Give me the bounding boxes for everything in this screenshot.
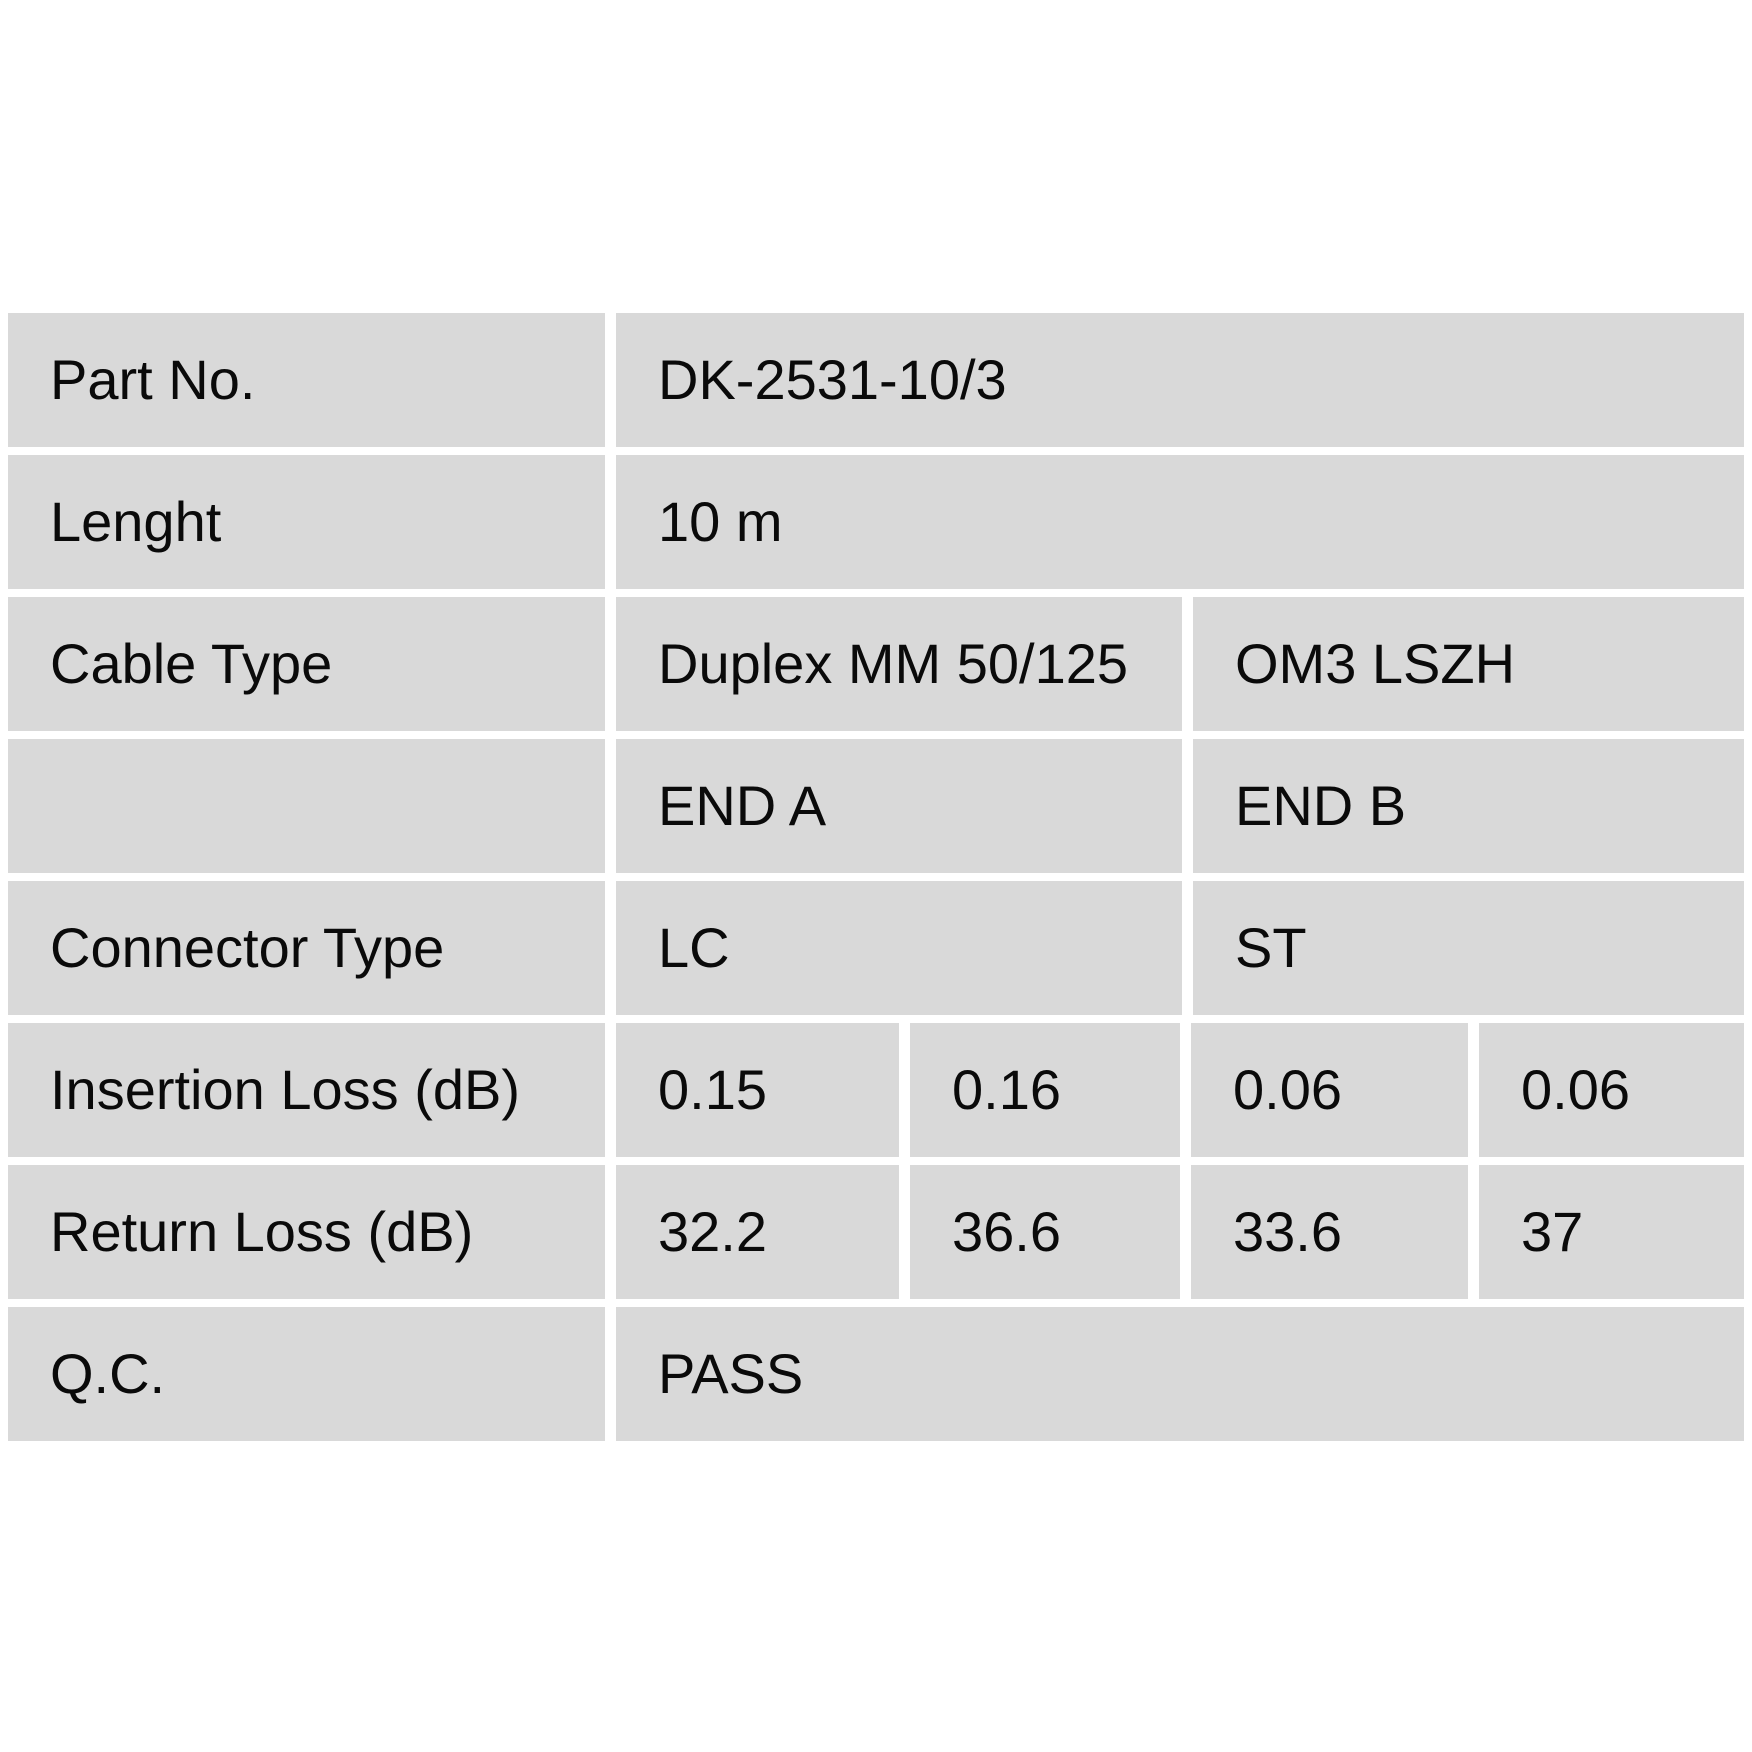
table-row-return-loss bbox=[8, 1165, 1744, 1299]
return-loss-end-b-2: 37 bbox=[1479, 1165, 1744, 1299]
end-b-header: END B bbox=[1193, 739, 1744, 873]
end-a-header: END A bbox=[616, 739, 1182, 873]
connector-type-label: Connector Type bbox=[8, 881, 605, 1015]
return-loss-end-a-1: 32.2 bbox=[616, 1165, 899, 1299]
table-row-insertion-loss bbox=[8, 1023, 1744, 1157]
insertion-loss-end-a-1: 0.15 bbox=[616, 1023, 899, 1157]
qc-value: PASS bbox=[616, 1307, 1744, 1441]
table-row-ends-header bbox=[8, 739, 1744, 873]
qc-label: Q.C. bbox=[8, 1307, 605, 1441]
table-row-part-no bbox=[8, 313, 1744, 447]
return-loss-end-b-1: 33.6 bbox=[1191, 1165, 1468, 1299]
insertion-loss-label: Insertion Loss (dB) bbox=[8, 1023, 605, 1157]
connector-type-end-b: ST bbox=[1193, 881, 1744, 1015]
ends-header-empty-cell bbox=[8, 739, 605, 873]
insertion-loss-end-a-2: 0.16 bbox=[910, 1023, 1180, 1157]
insertion-loss-end-b-1: 0.06 bbox=[1191, 1023, 1468, 1157]
table-row-length bbox=[8, 455, 1744, 589]
table-row-connector-type bbox=[8, 881, 1744, 1015]
cable-type-label: Cable Type bbox=[8, 597, 605, 731]
cable-type-value-2: OM3 LSZH bbox=[1193, 597, 1744, 731]
part-no-label: Part No. bbox=[8, 313, 605, 447]
length-value: 10 m bbox=[616, 455, 1744, 589]
spec-table bbox=[8, 313, 1744, 1449]
return-loss-end-a-2: 36.6 bbox=[910, 1165, 1180, 1299]
return-loss-label: Return Loss (dB) bbox=[8, 1165, 605, 1299]
length-label: Lenght bbox=[8, 455, 605, 589]
table-row-qc bbox=[8, 1307, 1744, 1441]
part-no-value: DK-2531-10/3 bbox=[616, 313, 1744, 447]
cable-type-value-1: Duplex MM 50/125 bbox=[616, 597, 1182, 731]
table-row-cable-type bbox=[8, 597, 1744, 731]
connector-type-end-a: LC bbox=[616, 881, 1182, 1015]
insertion-loss-end-b-2: 0.06 bbox=[1479, 1023, 1744, 1157]
